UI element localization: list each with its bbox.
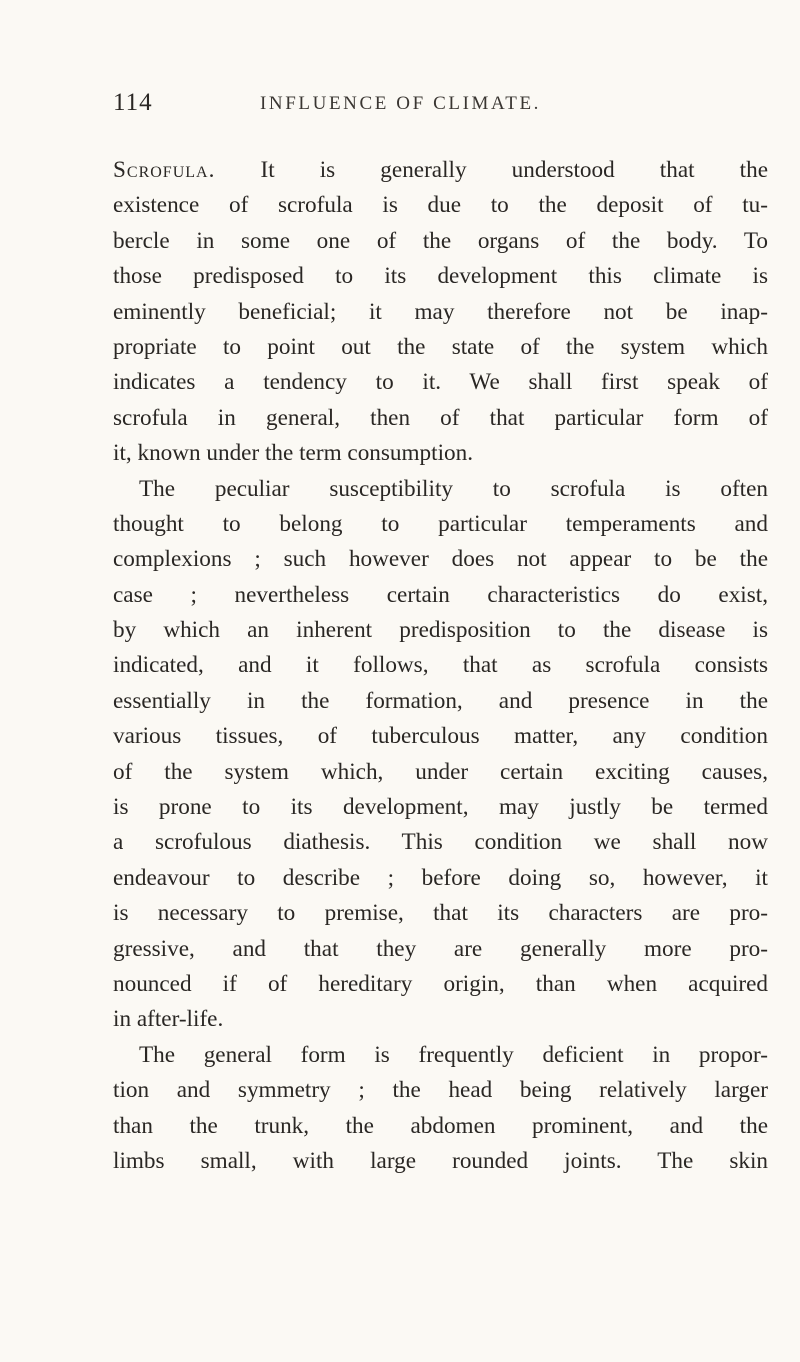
text-line: than the trunk, the abdomen prominent, and the	[113, 1112, 768, 1139]
text-line: thought to belong to particular temperaments and	[113, 510, 768, 537]
text-line: those predisposed to its development this climate is	[113, 263, 768, 290]
text-line: endeavour to describe ; before doing so, however, it	[113, 864, 768, 891]
text-line: nounced if of hereditary origin, than when acquired	[113, 970, 768, 997]
text-line: propriate to point out the state of the system which	[113, 333, 768, 360]
text-line: is necessary to premise, that its characters are pro-	[113, 900, 768, 927]
text-line: indicates a tendency to it. We shall first speak of	[113, 369, 768, 396]
text-line: scrofula in general, then of that particular form of	[113, 404, 768, 431]
text-line: complexions ; such however does not appear to be the	[113, 546, 768, 573]
text-line: in after-life.	[113, 1006, 224, 1033]
text-line: various tissues, of tuberculous matter, any condition	[113, 723, 768, 750]
paragraph-start: The peculiar susceptibility to scrofula is often	[139, 475, 768, 502]
section-heading: Scrofula.	[113, 157, 216, 183]
text-line: gressive, and that they are generally more pro-	[113, 935, 768, 962]
text-line: of the system which, under certain exciting causes,	[113, 758, 768, 785]
text-line: essentially in the formation, and presence in the	[113, 687, 768, 714]
body-text	[113, 153, 768, 1179]
text-line: Scrofula. It is generally understood that the	[113, 157, 768, 183]
page-number: 114	[113, 89, 153, 116]
text-line: a scrofulous diathesis. This condition we shall now	[113, 829, 768, 856]
text-line: indicated, and it follows, that as scrofula consists	[113, 652, 768, 679]
text-line: existence of scrofula is due to the deposit of tu-	[113, 192, 768, 219]
text-line: tion and symmetry ; the head being relatively larger	[113, 1077, 768, 1104]
text-line: bercle in some one of the organs of the body. To	[113, 227, 768, 254]
text-line: case ; nevertheless certain characteristics do exist,	[113, 581, 768, 608]
text-line: limbs small, with large rounded joints. The skin	[113, 1147, 768, 1174]
running-head: INFLUENCE OF CLIMATE.	[260, 93, 542, 114]
text-line: it, known under the term consumption.	[113, 440, 473, 467]
paragraph-start: The general form is frequently deficient in propor-	[139, 1041, 768, 1068]
text-line: by which an inherent predisposition to the disease is	[113, 617, 768, 644]
text-line: eminently beneficial; it may therefore not be inap-	[113, 298, 768, 325]
text-line: is prone to its development, may justly be termed	[113, 794, 768, 821]
